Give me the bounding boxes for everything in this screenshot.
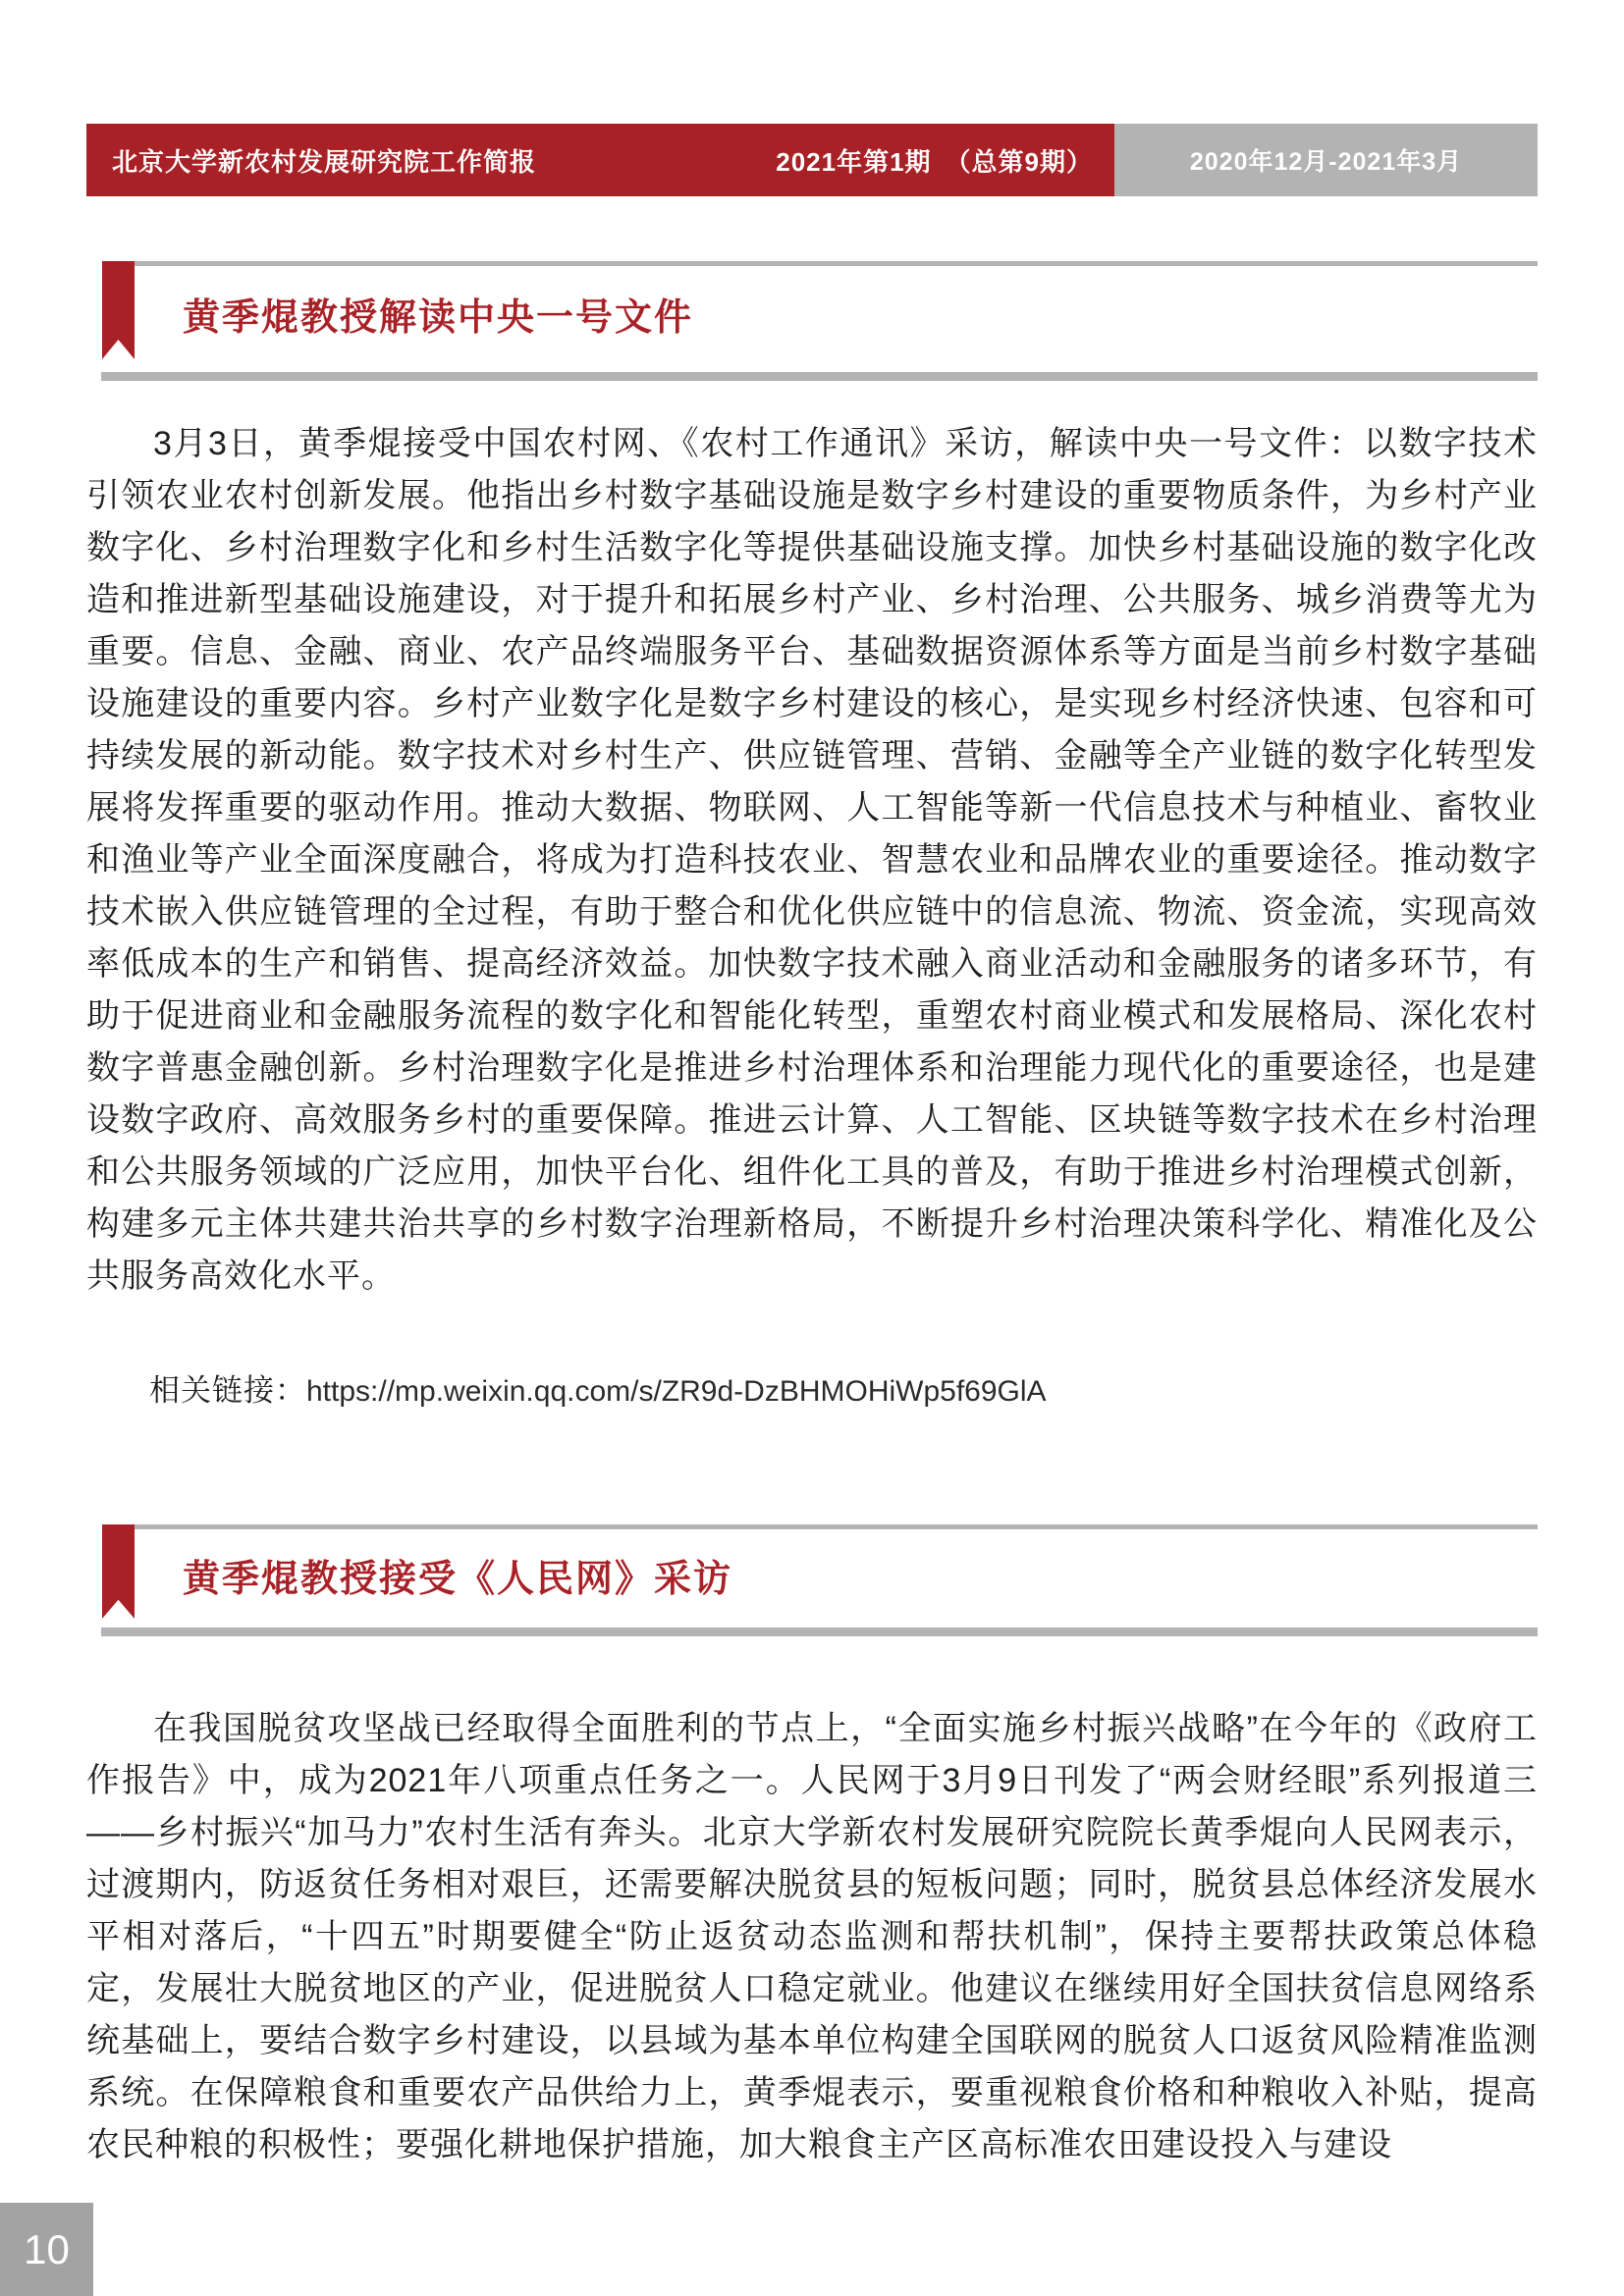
header-title: 北京大学新农村发展研究院工作简报 [112,146,537,177]
heading-top-line [102,261,1538,266]
page-number: 10 [24,2225,70,2272]
related-link-url[interactable]: https://mp.weixin.qq.com/s/ZR9d-DzBHMOHiWp5f69GlA [306,1375,1047,1408]
section-1-heading [86,261,1538,381]
bookmark-ribbon-icon [102,261,135,359]
heading-top-line [102,1524,1538,1529]
heading-bottom-bar [101,372,1538,381]
heading-bottom-bar [101,1628,1538,1636]
bookmark-ribbon-icon [102,1524,135,1619]
page-number-badge [0,2203,93,2296]
section-1-title: 黄季焜教授解读中央一号文件 [183,297,694,339]
header-gray-band [1114,124,1538,196]
header-red-band [86,124,1114,196]
related-link-row [86,1365,1538,1410]
section-2-heading [86,1524,1538,1636]
header-issue: 2021年第1期 （总第9期） [776,146,1093,177]
related-link-label: 相关链接： [149,1373,306,1408]
section-2-paragraph: 在我国脱贫攻坚战已经取得全面胜利的节点上，“全面实施乡村振兴战略”在今年的《政府工作报告》中，成为2021年八项重点任务之一。人民网于3月9日刊发了“两会财经眼”系列报道三——乡村振兴“加马力”农村生活有奔头。北京大学新农村发展研究院院长黄季焜向人民网表示，过渡期内，防返贫任务相对艰巨，还需要解决脱贫县的短板问题；同时，脱贫县总体经济发展水平相对落后，“十四五”时期要健全“防止返贫动态监测和帮扶机制”，保持主要帮扶政策总体稳定，发展壮大脱贫地区的产业，促进脱贫人口稳定就业。他建议在继续用好全国扶贫信息网络系统基础上，要结合数字乡村建设，以县域为基本单位构建全国联网的脱贫人口返贫风险精准监测系统。在保障粮食和重要农产品供给力上，黄季焜表示，要重视粮食价格和种粮收入补贴，提高农民种粮的积极性；要强化耕地保护措施，加大粮食主产区高标准农田建设投入与建设 [86,1710,1538,2163]
page-header [86,124,1538,196]
section-1-paragraph: 3月3日，黄季焜接受中国农村网、《农村工作通讯》采访，解读中央一号文件：以数字技术引领农业农村创新发展。他指出乡村数字基础设施是数字乡村建设的重要物质条件，为乡村产业数字化、乡村治理数字化和乡村生活数字化等提供基础设施支撑。加快乡村基础设施的数字化改造和推进新型基础设施建设，对于提升和拓展乡村产业、乡村治理、公共服务、城乡消费等尤为重要。信息、金融、商业、农产品终端服务平台、基础数据资源体系等方面是当前乡村数字基础设施建设的重要内容。乡村产业数字化是数字乡村建设的核心，是实现乡村经济快速、包容和可持续发展的新动能。数字技术对乡村生产、供应链管理、营销、金融等全产业链的数字化转型发展将发挥重要的驱动作用。推动大数据、物联网、人工智能等新一代信息技术与种植业、畜牧业和渔业等产业全面深度融合，将成为打造科技农业、智慧农业和品牌农业的重要途径。推动数字技术嵌入供应链管理的全过程，有助于整合和优化供应链中的信息流、物流、资金流，实现高效率低成本的生产和销售、提高经济效益。加快数字技术融入商业活动和金融服务的诸多环节，有助于促进商业和金融服务流程的数字化和智能化转型，重塑农村商业模式和发展格局、深化农村数字普惠金融创新。乡村治理数字化是推进乡村治理体系和治理能力现代化的重要途径，也是建设数字政府、高效服务乡村的重要保障。推进云计算、人工智能、区块链等数字技术在乡村治理和公共服务领域的广泛应用，加快平台化、组件化工具的普及，有助于推进乡村治理模式创新，构建多元主体共建共治共享的乡村数字治理新格局，不断提升乡村治理决策科学化、精准化及公共服务高效化水平。 [86,425,1538,1295]
section-2-title: 黄季焜教授接受《人民网》采访 [183,1559,733,1600]
header-period: 2020年12月-2021年3月 [1189,148,1463,176]
